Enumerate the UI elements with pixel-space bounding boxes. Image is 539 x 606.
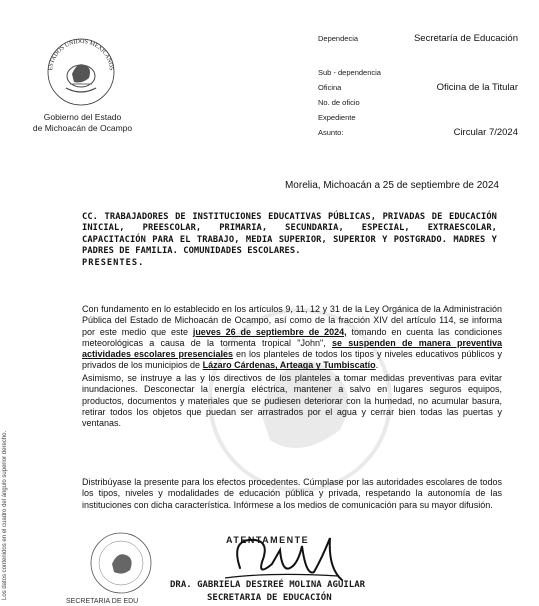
paragraph-1-text-2: tomando en cuenta las condiciones meteorológicas a causa de la tormenta tropical "John",	[82, 326, 502, 348]
side-note: Los datos contenidos en el cuadro del ángulo superior derecho.	[2, 430, 8, 600]
signer-title: SECRETARIA DE EDUCACIÓN	[207, 593, 332, 603]
meta-value-dependencia: Secretaría de Educación	[413, 33, 518, 44]
recipients-block	[82, 212, 497, 269]
closing-text: ATENTAMENTE	[226, 535, 310, 545]
document-date: Morelia, Michoacán a 25 de septiembre de 2024	[284, 180, 499, 191]
paragraph-1	[82, 304, 502, 372]
suspension-notice: se suspenden de manera preventiva actividades escolares presenciales	[82, 337, 502, 360]
paragraph-1-text-1: Con fundamento en lo establecido en los artículos 9, 11, 12 y 31 de la Ley Orgánica de la Administración Pública del Estado de Michoacán de Ocampo, así como de la fracción XIV del artículo 114, se informa por este medio que este	[82, 304, 502, 337]
meta-label-dependencia: Dependecia	[318, 34, 359, 43]
presentes-text: PRESENTES.	[82, 257, 145, 268]
meta-label-subdependencia: Sub - dependencia	[318, 68, 381, 77]
government-line-2: de Michoacán de Ocampo	[32, 123, 133, 133]
signature-icon	[210, 528, 360, 588]
government-name	[20, 112, 145, 134]
meta-label-oficina: Oficina	[318, 83, 342, 92]
bottom-seal-icon	[88, 530, 154, 596]
suspension-date: jueves 26 de septiembre de 2024,	[192, 326, 347, 337]
coat-of-arms-seal-icon	[42, 30, 120, 108]
paragraph-1-text-4: .	[375, 360, 379, 371]
meta-label-expediente: Expediente	[318, 113, 356, 122]
affected-municipalities: Lázaro Cárdenas, Arteaga y Tumbiscatío	[202, 360, 376, 371]
recipients-text: CC. TRABAJADORES DE INSTITUCIONES EDUCATIVAS PÚBLICAS, PRIVADAS DE EDUCACIÓN INICIAL, PREESCOLAR, PRIMARIA, SECUNDARIA, ESPECIAL, EXTRAESCOLAR, CAPACITACIÓN PARA EL TRABAJO, MEDIA SUPERIOR, SUPERIOR Y POSTGRADO. MADRES Y PADRES DE FAMILIA. COMUNIDADES ESCOLARES.	[82, 212, 497, 257]
meta-label-asunto: Asunto:	[318, 128, 344, 137]
paragraph-3: Distribúyase la presente para los efectos procedentes. Cúmplase por las autoridades escolares de todos los tipos, niveles y modalidades de educación pública y privada, respetando la autonomía de las instituciones con dicha característica. Infórmese a los medios de comunicación para su mayor difusión.	[82, 477, 502, 510]
meta-value-oficina: Oficina de la Titular	[436, 82, 518, 93]
meta-label-no-oficio: No. de oficio	[318, 98, 360, 107]
paragraph-1-text-3: en los planteles de todos los tipos y niveles educativos públicos y privados de los municipios de	[82, 349, 502, 371]
signer-name: DRA. GABRIELA DESIREÉ MOLINA AGUILAR	[170, 580, 366, 590]
government-line-1: Gobierno del Estado	[43, 112, 122, 122]
paragraph-2: Asimismo, se instruye a las y los directivos de los planteles a tomar medidas preventivas para evitar inundaciones. Desconectar la energía eléctrica, mantener a salvo en lugares seguros equipos, productos, documentos y materiales que se pudiesen deteriorar con la humedad, no acumular basura, retirar todos los objetos que puedan ser arrastrados por el agua y cerrar bien todas las puertas y ventanas.	[82, 373, 502, 429]
bottom-seal-label: SECRETARIA DE EDU	[66, 598, 139, 605]
meta-value-asunto: Circular 7/2024	[453, 127, 518, 138]
seal-text: ESTADOS UNIDOS MEXICANOS	[48, 38, 114, 71]
